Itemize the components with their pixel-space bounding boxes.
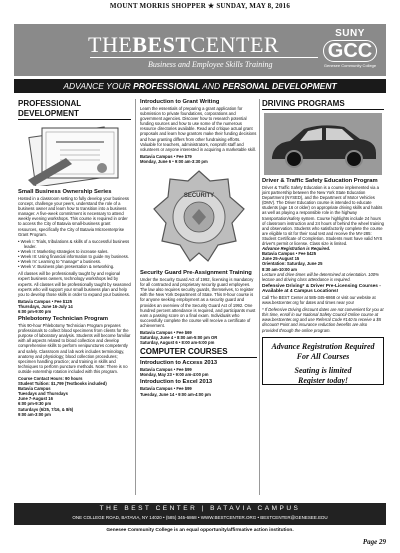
column-driving-programs: [262, 99, 384, 385]
column-divider-1: [135, 99, 136, 495]
title-best: BEST: [132, 32, 191, 57]
notice-line-4: Register today!: [298, 375, 348, 385]
phleb-tuition: Student Tuition: $1,799 (Textbooks included): [18, 381, 107, 387]
masthead: MOUNT MORRIS SHOPPER ★ SUNDAY, MAY 8, 2016: [109, 2, 291, 10]
excel-title: Introduction to Excel 2013: [140, 379, 213, 386]
banner-tagline: Business and Employee Skills Training: [148, 60, 273, 69]
sbo-week-2: • Week II: Marketing strategies to increase sales.: [18, 248, 109, 254]
security-badge-image: [144, 167, 254, 267]
footer-title: THE BEST CENTER | BATAVIA CAMPUS: [99, 505, 301, 512]
driver-ed-campus: Batavia Campus • Fee $425: [262, 251, 317, 257]
advance-your: YOUR: [103, 81, 134, 91]
sbo-body-2: All classes will be professionally taught by and regional expert business owners, technology workshops led by experts. All classes will be professionally taught by seasoned experts who will support your small business plan and help you to develop those skills in order to expand your business.: [18, 271, 131, 297]
defensive-driving-note: * If Defensive Driving discount dates are not convenient for you at this time, enroll in our National Safety Council Online course at www.bestcenter.org and use Referral Code #140 to receive a $5 discount! Point and insurance reduction benefits are also provided through the online program.: [262, 307, 384, 333]
security-date-1: Saturday, June 4 • 8:00 am-5:00 pm OR: [140, 335, 218, 341]
notice-line-2: For All Courses: [296, 351, 350, 361]
sbo-body: Hosted in a classroom setting to fully develop your business concept, challenge your peers, understand the role of a business owner and learn how to transition into a business manager. A five-week commitment is necessary to attend weekly evening workshops. This course is required in order to access the City of Batavia small-business grant resources, specifically the City of Batavia Microenterprise Grant Program.: [18, 196, 130, 237]
driver-ed-orientation: Orientation: Saturday, June 25: [262, 261, 323, 267]
phleb-date-2: Saturdays (6/25, 7/16, & 8/6): [18, 406, 74, 412]
logo-gcc: GCC: [323, 40, 377, 62]
footer-contact: ONE COLLEGE ROAD, BATAVIA, NY 14020 • (585) 345-6868 • WWW.BESTCENTER.ORG • BESTCENTER@GENESEE.EDU: [72, 515, 328, 520]
title-the: THE: [88, 32, 133, 57]
sbo-title: Small Business Ownership Series: [18, 189, 112, 195]
security-title: Security Guard Pre-Assignment Training: [140, 270, 252, 277]
security-date-2: Saturday, August 6 • 8:00 am-5:00 pm: [140, 340, 215, 346]
grant-title: Introduction to Grant Writing: [140, 99, 220, 105]
advance-professional: PROFESSIONAL: [133, 81, 201, 91]
banner-title: [88, 32, 279, 58]
badge-label: SECURITY: [183, 193, 214, 200]
suny-gcc-logo: [322, 28, 378, 72]
sbo-week-4: • Week IV: Learning to "manage" a business.: [18, 259, 102, 265]
access-campus: Batavia Campus • Fee $99: [140, 367, 192, 373]
eeo-statement: Genesee Community College is an equal opportunity/affirmative action institution.: [106, 528, 294, 533]
page-number: Page 29: [362, 538, 386, 546]
sbo-dates: Thursdays, June 16-July 14: [18, 303, 73, 309]
registration-notice: [262, 337, 384, 385]
phleb-date-1: June 7-August 16: [18, 396, 53, 402]
banner-rule: [90, 57, 318, 58]
phleb-campus: Batavia Campus: [18, 386, 51, 392]
sbo-time: 6:00 pm-9:00 pm: [18, 308, 52, 314]
phleb-hours: Course Contact Hours: 90 hours: [18, 376, 83, 381]
security-campus: Batavia Campus • Fee $69: [140, 329, 192, 335]
footer-bar: [14, 503, 386, 525]
column-divider-2: [259, 99, 260, 495]
grant-body: Learn the essentials of preparing a grant application for submission to private foundations, corporations and government agencies. Discover how to research potential funding sources and how to use some of the numerous resource directories available. Read and critique actual grant proposals and learn how grantors make their funding decisions and how granting differs from other fundraising efforts. Valuable for teachers, administrators, nonprofit staff and volunteers or anyone interested in acquiring a marketable skill.: [140, 106, 257, 152]
phleb-body: This 90-hour Phlebotomy Technician Program prepares professionals to collect blood specimens from clients for the purpose of laboratory analysis. Students will become familiar with all aspects related to blood collection and develop comprehensive skills to perform venipunctures competently and safely. Classroom and lab work includes terminology, anatomy and physiology; blood collection procedures; specimen handling practice; and training in skills and techniques to perform puncture methods. Note: There is no outside externship rotation included with this program.: [18, 323, 131, 374]
security-body: Under the Security Guard Act of 1992, licensing is mandatory for all contracted and proprietary security guard employees. The law also requires security guards, themselves, to register with the New York Department of State. This 8-hour course is for anyone seeking employment as a security guard and provides an overview of the Security Guard Act of 1992. One hundred percent attendance is required, and participants must earn a passing score on a final exam. Individuals who successfully complete the course will receive a certificate of achievement.: [140, 277, 256, 328]
driver-ed-note: Lecture and drive times will be determined at orientation. 100% lecture and driving class attendance is required.: [262, 271, 379, 282]
advance-bar: [14, 79, 386, 93]
advance-personal: PERSONAL DEVELOPMENT: [222, 81, 337, 91]
phleb-days: Tuesdays and Thursdays: [18, 391, 68, 397]
column-middle: [140, 99, 257, 397]
grant-dates: Monday, June 6 • 9:00 am-3:30 pm: [140, 158, 208, 164]
section-professional-development: PROFESSIONAL DEVELOPMENT: [18, 99, 131, 120]
driver-ed-title: Driver & Traffic Safety Education Program: [262, 178, 378, 184]
section-driving-programs: DRIVING PROGRAMS: [262, 99, 384, 110]
sbo-week-5: • Week V: Business plan presentation & networking.: [18, 264, 115, 270]
certificate-image: [26, 124, 124, 186]
access-title: Introduction to Access 2013: [140, 360, 218, 367]
title-center: CENTER: [190, 32, 280, 57]
sbo-campus: Batavia Campus • Fee $125: [18, 298, 73, 304]
advance-and: AND: [200, 81, 223, 91]
banner: [14, 24, 386, 76]
section-computer-courses: COMPUTER COURSES: [140, 347, 257, 358]
excel-dates: Tuesday, June 14 • 9:00 am-4:00 pm: [140, 391, 211, 397]
sbo-week-1: • Week I: Trials, tribulations & skills of a successful business leader.: [18, 238, 130, 249]
driver-ed-body: Driver & Traffic Safety Education is a course implemented via a joint partnership between the New York State Education Department (NYSED), and the Department of Motor Vehicles (DMV). The Driver Education course is intended to educate students (age 16 or older) on appropriate driving skills and habits as well as playing a responsible role in the highway transportation/safety system. Course highlights include 24 hours of classroom instruction and 24 hours of behind the wheel training and observation. Students who satisfactorily complete the course are eligible to sit for their road test and receive the MV-285: Student Certificate of Completion. Students must have valid NYS driver's permit or license. Class size is limited.: [262, 185, 384, 247]
sbo-week-3: • Week III: Using financial information to guide my business.: [18, 254, 130, 260]
defensive-driving-title: Defensive Driving* & Driver Pre-Licensing Courses - Available at 4 Campus Locations!: [262, 283, 381, 295]
logo-subtitle: Genesee Community College: [323, 63, 377, 68]
phleb-time-2: 9:00 am-3:00 pm: [18, 411, 51, 417]
access-dates: Monday, May 23 • 9:00 am-4:00 pm: [140, 372, 209, 378]
phleb-time-1: 6:00 pm-9:30 pm: [18, 401, 52, 407]
advance-word: ADVANCE: [63, 81, 104, 91]
driver-ed-dates: June 25-August 15: [262, 256, 300, 262]
column-professional-development: [18, 99, 131, 417]
driver-ed-time: 8:30 am-10:00 am: [262, 266, 297, 272]
grant-campus: Batavia Campus • Fee $79: [140, 153, 192, 159]
car-image: [264, 113, 382, 175]
notice-line-1: Advance Registration Required: [271, 341, 375, 351]
logo-suny: SUNY: [335, 28, 365, 39]
excel-campus: Batavia Campus • Fee $99: [140, 386, 192, 392]
notice-line-3: Seating is limited: [294, 365, 352, 375]
phleb-title: Phlebotomy Technician Program: [18, 316, 109, 323]
defensive-driving-body: Call The BEST Center at 585-345-6868 or visit our website at www.bestcenter.org for dates and times near you!: [262, 294, 376, 306]
driver-ed-advance: Advance Registration is Required.: [262, 246, 331, 252]
